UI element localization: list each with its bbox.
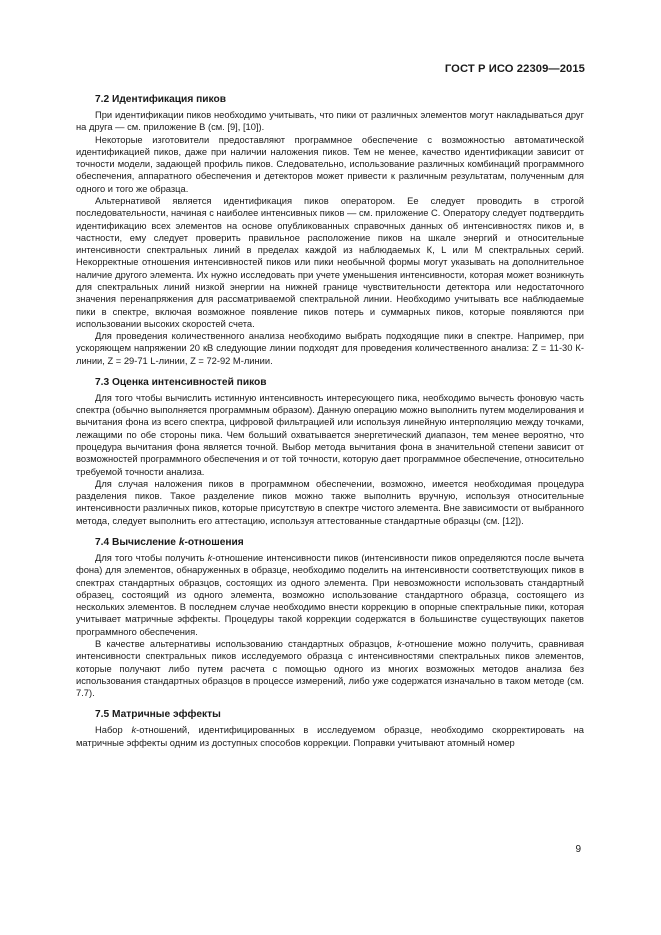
paragraph: В качестве альтернативы использованию стандартных образцов, k-отношение можно получить, сравнивая интенсивности спектральных пиков исследуемого образца с интенсивностями спектральных пиков элементов, которые получают либо путем расчета с помощью одного из многих возможных методов анализа без использования стандартных образцов в процессе измерений, либо уже содержатся изначально в таком методе (см. 7.7). xyxy=(76,638,584,699)
document-body xyxy=(76,92,584,749)
section-7-3 xyxy=(76,375,584,527)
section-7-5 xyxy=(76,707,584,749)
paragraph: Некоторые изготовители предоставляют программное обеспечение с возможностью автоматической идентификацией пиков, даже при наличии наложения пиков. Тем не менее, качество идентификации зависит от точности модели, задающей профиль пиков. Следовательно, использование различных комбинаций программного обеспечения, аппаратного обеспечения и детекторов может привести к различным результатам, полученным для одного и того же образца. xyxy=(76,134,584,194)
section-7-2 xyxy=(76,92,584,367)
paragraph: Для случая наложения пиков в программном обеспечении, возможно, имеется необходимая процедура разделения пиков. Такое разделение пиков можно также выполнить вручную, используя относительные интенсивности различных пиков, которые присутствую в спектре чистого элемента. Вне зависимости от выбранного метода, следует выполнить его аттестацию, используя аттестованные стандартные образцы (см. [12]). xyxy=(76,478,584,526)
document-header: ГОСТ Р ИСО 22309—2015 xyxy=(444,63,585,75)
paragraph: Для того чтобы вычислить истинную интенсивность интересующего пика, необходимо вычесть фоновую часть спектра (обычно выполняется программным образом). Данную операцию можно выполнить путем моделирования и вычитания фона из всего спектра, цифровой фильтрацией или используя линейную интерполяцию между точками, лежащими по обе стороны пика. Чем больший охватывается энергетический диапазон, тем менее вероятно, что процедура вычитания фона является точной. Выбор метода вычитания фона в значительной степени зависит от возможностей программного обеспечения и от той точности, которую дает программное обеспечение, относительно требуемой точности анализа. xyxy=(76,392,584,477)
page-number: 9 xyxy=(575,844,581,855)
section-heading: 7.4 Вычисление k-отношения xyxy=(95,537,244,548)
paragraph: Альтернативой является идентификация пиков оператором. Ее следует проводить в строгой последовательности, начиная с наиболее интенсивных пиков — см. приложение С. Оператору следует подтвердить идентификацию всех элементов на основе опубликованных справочных данных об интенсивностях пиков и, в частности, ему следует проверить правильное расположение пиков на шкале энергий и относительные интенсивности спектральных линий в пределах каждой из наблюдаемых К, L или М спектральных серий. Некорректные отношения интенсивностей пиков или пики необычной формы могут указывать на дополнительное наличие другого элемента. Их нужно исследовать при учете уменьшения интенсивности, которая может возникнуть для спектральных линий низкой энергии на нижней границе чувствительности детектора или недостаточного значения перенапряжения для рассматриваемой спектральной линии. Необходимо учитывать все наблюдаемые пики в спектре, включая возможное появление пиков потерь и суммарных пиков, которые появляются при использовании высоких скоростей счета. xyxy=(76,195,584,329)
paragraph: При идентификации пиков необходимо учитывать, что пики от различных элементов могут накладываться друг на друга — см. приложение В (см. [9], [10]). xyxy=(76,110,584,133)
paragraph: Набор k-отношений, идентифицированных в исследуемом образце, необходимо скорректировать на матричные эффекты одним из доступных способов коррекции. Поправки учитывают атомный номер xyxy=(76,725,584,748)
section-heading: 7.3 Оценка интенсивностей пиков xyxy=(95,376,267,388)
section-7-4 xyxy=(76,535,584,699)
section-heading: 7.5 Матричные эффекты xyxy=(95,709,221,721)
paragraph: Для проведения количественного анализа необходимо выбрать подходящие пики в спектре. Например, при ускоряющем напряжении 20 кВ следующие линии подходят для проведения количественного анализа: Z = 11-30 К-линии, Z = 29-71 L-линии, Z = 72-92 М-линии. xyxy=(76,331,584,366)
paragraph: Для того чтобы получить k-отношение интенсивности пиков (интенсивности пиков определяются после вычета фона) для элементов, обнаруженных в образце, необходимо поделить на интенсивности соответствующих пиков в спектрах стандартных образцов, состоящих из одного элемента. При невозможности использовать стандартный образец, состоящий из одного элемента, возможно использование стандартного образца, состоящего из нескольких элементов. В последнем случае необходимо внести коррекцию в опорные спектральные пики, которая учитывает матричные эффекты. Процедуры такой коррекции содержатся в большинстве существующих пакетов программного обеспечения. xyxy=(76,553,584,637)
section-heading: 7.2 Идентификация пиков xyxy=(95,94,226,105)
